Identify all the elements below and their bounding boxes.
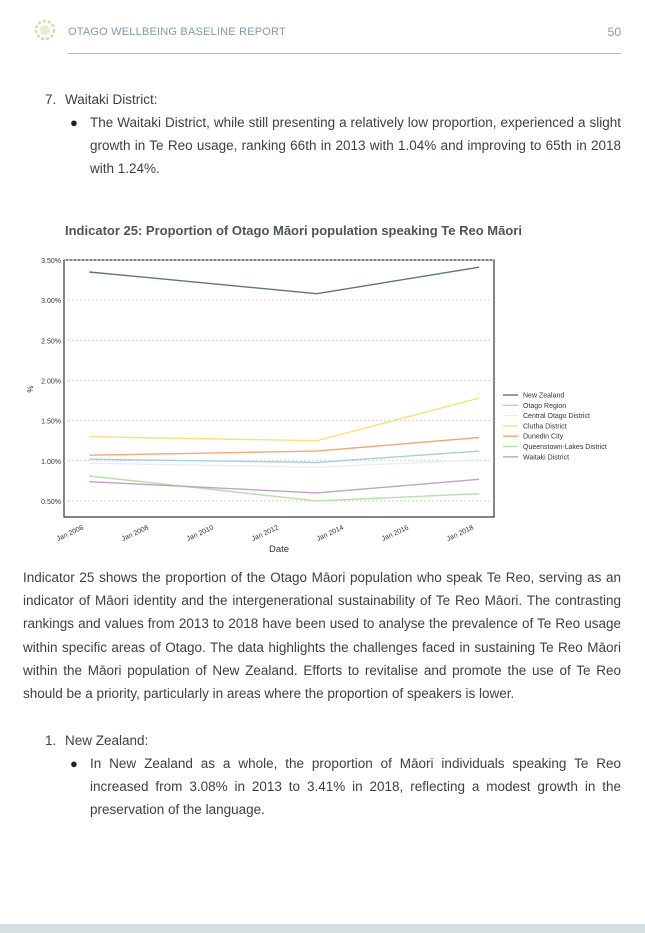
grid-lines: [64, 260, 494, 501]
x-tick-label: Jan 2010: [185, 524, 215, 543]
x-tick-label: Jan 2016: [380, 524, 410, 543]
series-line-queenstown-lakes-district: [89, 476, 479, 501]
legend-label: Dunedin City: [523, 433, 564, 441]
y-tick-label: 3.00%: [41, 298, 61, 306]
report-logo-icon: [33, 18, 57, 42]
plot-frame: [64, 260, 494, 517]
list-item-waitaki: [45, 92, 158, 107]
y-tick-label: 1.00%: [41, 458, 61, 466]
legend-label: Queenstown-Lakes District: [523, 444, 607, 451]
legend-label: New Zealand: [523, 392, 565, 400]
series-lines: [89, 267, 479, 501]
body-paragraph: Indicator 25 shows the proportion of the Otago Māori population who speak Te Reo, serving as an indicator of Māori identity and the intergenerational sustainability of Te Reo Māori. The contrasting rankings and values from 2013 to 2018 have been used to analyse the prevalence of Te Reo usage within specific areas of Otago. The data highlights the challenges faced in sustaining Te Reo Māori within the Māori population of New Zealand. Efforts to revitalise and promote the use of Te Reo should be a priority, particularly in areas where the proportion of speakers is lower.: [23, 570, 621, 702]
legend-item: [503, 413, 590, 420]
x-axis-label: Date: [268, 544, 290, 555]
y-tick-label: 1.50%: [41, 418, 61, 426]
bullet-text-new-zealand: In New Zealand as a whole, the proportion of Māori individuals speaking Te Reo increased from 3.08% in 2013 to 3.41% in 2018, reflecting a modest growth in the preservation of the language.: [90, 756, 621, 817]
legend-item: [503, 393, 564, 400]
line-chart: [0, 250, 645, 556]
bullet-icon: ●: [70, 756, 78, 771]
y-tick-labels: [41, 258, 61, 506]
report-title: OTAGO WELLBEING BASELINE REPORT: [68, 26, 286, 38]
list-item-new-zealand: [45, 733, 148, 748]
y-tick-label: 2.50%: [41, 338, 61, 346]
header-divider: [68, 53, 621, 54]
y-tick-label: 2.00%: [41, 378, 61, 386]
legend-item: [503, 423, 567, 430]
legend-item: [503, 454, 569, 461]
x-tick-label: Jan 2018: [445, 524, 475, 543]
x-tick-label: Jan 2006: [55, 524, 85, 543]
bullet-icon: ●: [70, 115, 78, 130]
y-tick-label: 3.50%: [41, 258, 61, 265]
bullet-text-waitaki: The Waitaki District, while still presenting a relatively low proportion, experienced a slight growth in Te Reo usage, ranking 66th in 2013 with 1.04% and improving to 65th in 2018 with 1.24%.: [90, 115, 621, 176]
list-heading: New Zealand:: [65, 733, 149, 748]
y-tick-label: 0.50%: [41, 498, 61, 506]
page-number: 50: [607, 25, 621, 39]
legend-item: [503, 403, 566, 410]
legend-label: Clutha District: [523, 423, 567, 431]
legend-item: [503, 434, 564, 441]
legend-label: Waitaki District: [523, 454, 570, 462]
figure-title: Indicator 25: Proportion of Otago Māori population speaking Te Reo Māori: [65, 223, 522, 238]
chart-legend: [503, 393, 607, 462]
series-line-clutha-district: [89, 398, 479, 441]
series-line-new-zealand: [89, 267, 479, 294]
list-heading: Waitaki District:: [65, 92, 158, 107]
legend-label: Central Otago District: [523, 413, 590, 421]
list-number: 7.: [45, 92, 57, 107]
y-axis-label: %: [26, 385, 35, 393]
list-number: 1.: [45, 733, 57, 748]
x-tick-label: Jan 2008: [120, 524, 150, 543]
x-tick-labels: [56, 524, 475, 543]
x-tick-label: Jan 2014: [315, 524, 345, 543]
legend-item: [503, 444, 607, 451]
series-line-waitaki-district: [89, 479, 479, 493]
footer-band: [0, 924, 645, 933]
x-tick-label: Jan 2012: [250, 524, 280, 543]
legend-label: Otago Region: [523, 402, 567, 410]
